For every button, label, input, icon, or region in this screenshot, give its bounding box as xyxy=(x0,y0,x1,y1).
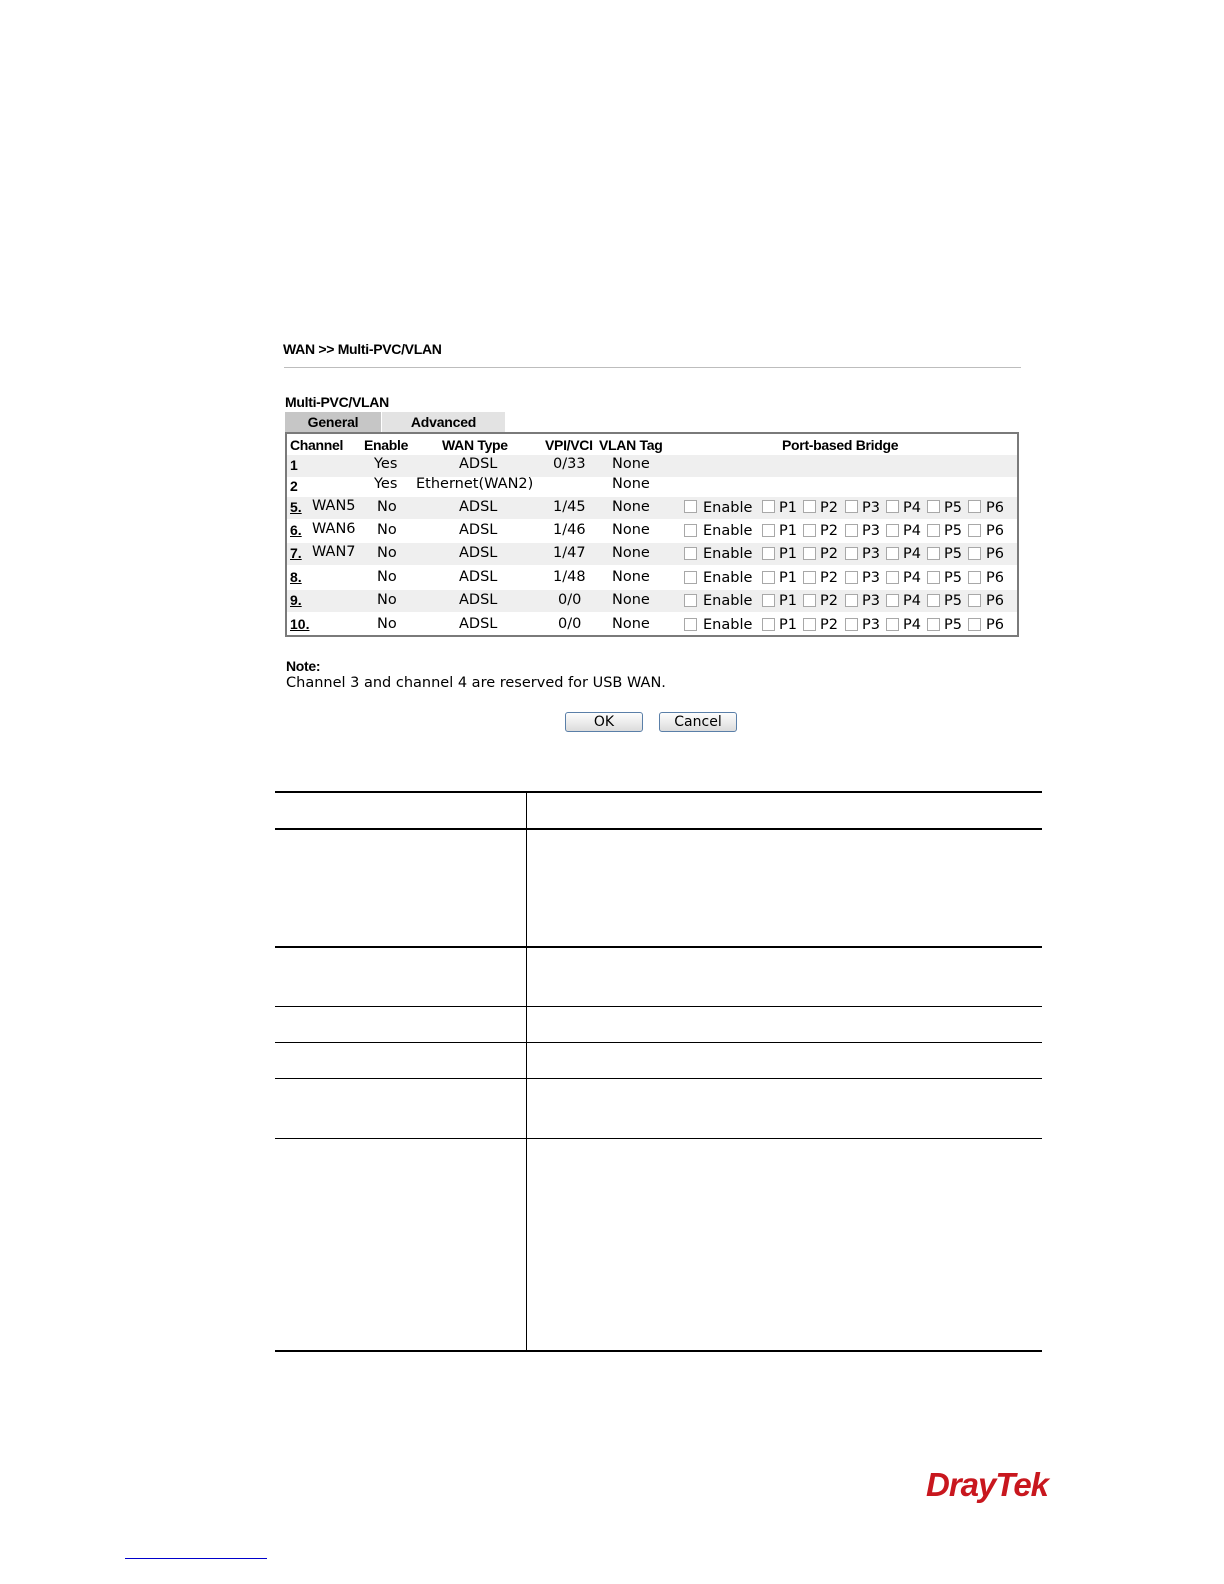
p6-label: P6 xyxy=(986,617,1004,633)
p6-checkbox[interactable] xyxy=(968,571,981,584)
p4-checkbox[interactable] xyxy=(886,618,899,631)
wan-type-value: ADSL xyxy=(459,499,498,515)
p1-label: P1 xyxy=(779,523,797,539)
p4-label: P4 xyxy=(903,617,921,633)
bridge-enable-checkbox[interactable] xyxy=(684,547,697,560)
p1-checkbox[interactable] xyxy=(762,524,775,537)
p5-label: P5 xyxy=(944,546,962,562)
enable-value: No xyxy=(377,545,397,561)
p2-label: P2 xyxy=(820,570,838,586)
vlan-tag-value: None xyxy=(612,522,650,538)
channel-name: WAN6 xyxy=(312,521,356,537)
header-enable: Enable xyxy=(364,437,409,453)
p4-label: P4 xyxy=(903,593,921,609)
channel-link[interactable]: 9. xyxy=(290,592,302,608)
p1-label: P1 xyxy=(779,617,797,633)
p6-label: P6 xyxy=(986,523,1004,539)
vlan-tag-value: None xyxy=(612,569,650,585)
channel-name: WAN7 xyxy=(312,544,356,560)
p2-label: P2 xyxy=(820,500,838,516)
desc-table-top-border xyxy=(275,791,1042,793)
desc-table-row-border xyxy=(275,1042,1042,1043)
p6-label: P6 xyxy=(986,500,1004,516)
p3-label: P3 xyxy=(862,593,880,609)
desc-table-row-border xyxy=(275,1138,1042,1139)
enable-value: Yes xyxy=(374,456,398,472)
enable-value: Yes xyxy=(374,476,398,492)
bridge-enable-label: Enable xyxy=(703,570,753,586)
bridge-enable-checkbox[interactable] xyxy=(684,618,697,631)
breadcrumb: WAN >> Multi-PVC/VLAN xyxy=(283,341,442,357)
bridge-enable-label: Enable xyxy=(703,500,753,516)
p5-label: P5 xyxy=(944,500,962,516)
footer-underline xyxy=(125,1558,267,1559)
p3-label: P3 xyxy=(862,500,880,516)
channel-link[interactable]: 5. xyxy=(290,499,302,515)
p5-checkbox[interactable] xyxy=(927,500,940,513)
p5-label: P5 xyxy=(944,617,962,633)
p2-label: P2 xyxy=(820,617,838,633)
vlan-tag-value: None xyxy=(612,499,650,515)
vpi-vci-value: 0/0 xyxy=(558,616,582,632)
bridge-enable-checkbox[interactable] xyxy=(684,524,697,537)
desc-table-header-border xyxy=(275,828,1042,830)
tab-general[interactable]: General xyxy=(285,412,381,432)
vlan-tag-value: None xyxy=(612,616,650,632)
channel-number: 2 xyxy=(290,478,298,494)
channel-link[interactable]: 7. xyxy=(290,545,302,561)
vlan-tag-value: None xyxy=(612,545,650,561)
desc-table-column-divider xyxy=(526,791,527,1352)
desc-table-bottom-border xyxy=(275,1350,1042,1352)
p2-label: P2 xyxy=(820,546,838,562)
p1-checkbox[interactable] xyxy=(762,618,775,631)
p4-checkbox[interactable] xyxy=(886,547,899,560)
vpi-vci-value: 0/0 xyxy=(558,592,582,608)
p2-checkbox[interactable] xyxy=(803,618,816,631)
wan-type-value: ADSL xyxy=(459,569,498,585)
header-channel: Channel xyxy=(290,437,344,453)
p1-checkbox[interactable] xyxy=(762,500,775,513)
vlan-tag-value: None xyxy=(612,592,650,608)
header-divider xyxy=(284,367,1021,368)
p3-checkbox[interactable] xyxy=(845,547,858,560)
cancel-button[interactable]: Cancel xyxy=(659,712,737,732)
header-wan-type: WAN Type xyxy=(442,437,508,453)
bridge-enable-checkbox[interactable] xyxy=(684,571,697,584)
enable-value: No xyxy=(377,499,397,515)
channel-link[interactable]: 10. xyxy=(290,616,310,632)
section-title: Multi-PVC/VLAN xyxy=(285,394,389,410)
header-vlan-tag: VLAN Tag xyxy=(599,437,663,453)
p5-checkbox[interactable] xyxy=(927,571,940,584)
p4-label: P4 xyxy=(903,570,921,586)
p2-checkbox[interactable] xyxy=(803,571,816,584)
p4-checkbox[interactable] xyxy=(886,524,899,537)
bridge-enable-label: Enable xyxy=(703,617,753,633)
enable-value: No xyxy=(377,592,397,608)
note-text: Channel 3 and channel 4 are reserved for USB WAN. xyxy=(286,675,666,691)
wan-type-value: Ethernet(WAN2) xyxy=(416,476,534,492)
p5-label: P5 xyxy=(944,593,962,609)
p6-checkbox[interactable] xyxy=(968,618,981,631)
channel-link[interactable]: 6. xyxy=(290,522,302,538)
channel-link[interactable]: 8. xyxy=(290,569,302,585)
p6-checkbox[interactable] xyxy=(968,524,981,537)
p5-checkbox[interactable] xyxy=(927,524,940,537)
wan-type-value: ADSL xyxy=(459,545,498,561)
desc-table-row-border xyxy=(275,1078,1042,1079)
wan-type-value: ADSL xyxy=(459,522,498,538)
tab-advanced[interactable]: Advanced xyxy=(382,412,505,432)
p2-checkbox[interactable] xyxy=(803,524,816,537)
p2-checkbox[interactable] xyxy=(803,547,816,560)
p4-checkbox[interactable] xyxy=(886,500,899,513)
p1-label: P1 xyxy=(779,500,797,516)
bridge-enable-label: Enable xyxy=(703,593,753,609)
note-title: Note: xyxy=(286,658,321,674)
vpi-vci-value: 1/46 xyxy=(553,522,586,538)
p4-label: P4 xyxy=(903,523,921,539)
p5-label: P5 xyxy=(944,570,962,586)
p4-label: P4 xyxy=(903,546,921,562)
vpi-vci-value: 0/33 xyxy=(553,456,586,472)
vpi-vci-value: 1/45 xyxy=(553,499,586,515)
p1-label: P1 xyxy=(779,546,797,562)
enable-value: No xyxy=(377,522,397,538)
vpi-vci-value: 1/48 xyxy=(553,569,586,585)
p5-checkbox[interactable] xyxy=(927,547,940,560)
channel-number: 1 xyxy=(290,457,298,473)
p6-checkbox[interactable] xyxy=(968,500,981,513)
p1-checkbox[interactable] xyxy=(762,547,775,560)
p6-label: P6 xyxy=(986,546,1004,562)
enable-value: No xyxy=(377,616,397,632)
vlan-tag-value: None xyxy=(612,456,650,472)
bridge-enable-checkbox[interactable] xyxy=(684,594,697,607)
desc-table-row-border xyxy=(275,946,1042,948)
ok-button[interactable]: OK xyxy=(565,712,643,732)
p3-label: P3 xyxy=(862,523,880,539)
bridge-enable-label: Enable xyxy=(703,546,753,562)
p1-checkbox[interactable] xyxy=(762,571,775,584)
p3-label: P3 xyxy=(862,546,880,562)
p6-label: P6 xyxy=(986,593,1004,609)
p6-checkbox[interactable] xyxy=(968,547,981,560)
wan-type-value: ADSL xyxy=(459,456,498,472)
p4-checkbox[interactable] xyxy=(886,571,899,584)
p2-label: P2 xyxy=(820,523,838,539)
p5-checkbox[interactable] xyxy=(927,594,940,607)
p1-label: P1 xyxy=(779,593,797,609)
header-vpi-vci: VPI/VCI xyxy=(545,437,593,453)
p5-checkbox[interactable] xyxy=(927,618,940,631)
p3-checkbox[interactable] xyxy=(845,500,858,513)
p2-checkbox[interactable] xyxy=(803,594,816,607)
p6-label: P6 xyxy=(986,570,1004,586)
p6-checkbox[interactable] xyxy=(968,594,981,607)
p5-label: P5 xyxy=(944,523,962,539)
p3-label: P3 xyxy=(862,570,880,586)
p1-label: P1 xyxy=(779,570,797,586)
p1-checkbox[interactable] xyxy=(762,594,775,607)
draytek-logo: DrayTek xyxy=(926,1466,1049,1503)
p3-checkbox[interactable] xyxy=(845,524,858,537)
p3-checkbox[interactable] xyxy=(845,594,858,607)
vlan-tag-value: None xyxy=(612,476,650,492)
p3-checkbox[interactable] xyxy=(845,571,858,584)
bridge-enable-label: Enable xyxy=(703,523,753,539)
p4-label: P4 xyxy=(903,500,921,516)
p3-label: P3 xyxy=(862,617,880,633)
channel-name: WAN5 xyxy=(312,498,356,514)
p4-checkbox[interactable] xyxy=(886,594,899,607)
bridge-enable-checkbox[interactable] xyxy=(684,500,697,513)
p2-label: P2 xyxy=(820,593,838,609)
p3-checkbox[interactable] xyxy=(845,618,858,631)
desc-table-row-border xyxy=(275,1006,1042,1007)
enable-value: No xyxy=(377,569,397,585)
vpi-vci-value: 1/47 xyxy=(553,545,586,561)
p2-checkbox[interactable] xyxy=(803,500,816,513)
wan-type-value: ADSL xyxy=(459,592,498,608)
wan-type-value: ADSL xyxy=(459,616,498,632)
header-port-based-bridge: Port-based Bridge xyxy=(782,437,899,453)
